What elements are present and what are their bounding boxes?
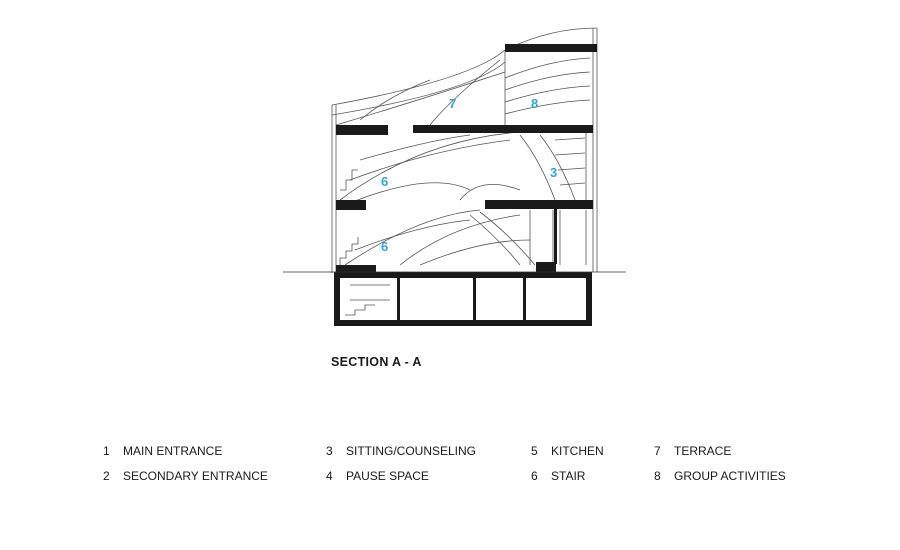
room-label-6-upper: 6 — [381, 174, 389, 189]
legend-item: 4 PAUSE SPACE — [326, 469, 429, 483]
legend-item: 3 SITTING/COUNSELING — [326, 444, 477, 458]
room-label-7: 7 — [449, 96, 457, 111]
legend-item: 5 KITCHEN — [531, 444, 604, 458]
floor-slabs — [334, 44, 597, 326]
legend-item: 8 GROUP ACTIVITIES — [654, 469, 786, 483]
room-label-6-lower: 6 — [381, 239, 389, 254]
legend-item: 1 MAIN ENTRANCE — [103, 444, 223, 458]
section-title: SECTION A - A — [331, 355, 422, 369]
room-label-3: 3 — [550, 165, 558, 180]
room-label-8: 8 — [531, 96, 539, 111]
legend-item: 6 STAIR — [531, 469, 586, 483]
legend-item: 7 TERRACE — [654, 444, 732, 458]
legend-item: 2 SECONDARY ENTRANCE — [103, 469, 268, 483]
